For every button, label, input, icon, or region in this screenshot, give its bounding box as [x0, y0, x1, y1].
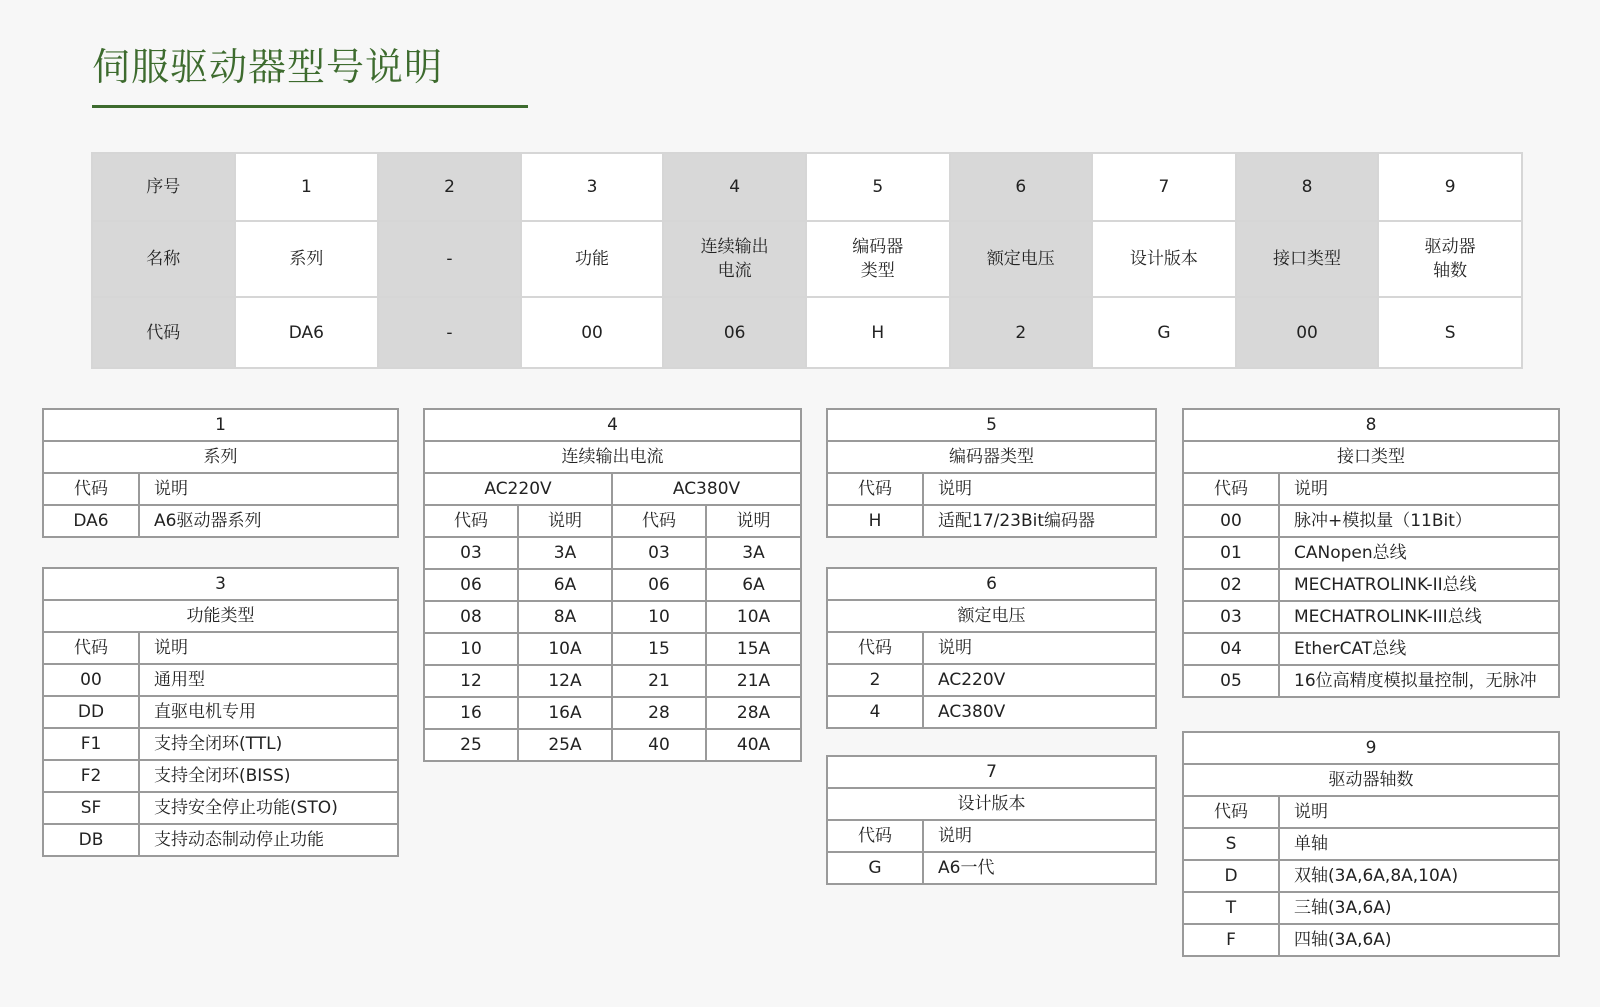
- code-cell: 01: [1183, 537, 1279, 569]
- desc-cell: 16位高精度模拟量控制，无脉冲: [1279, 665, 1559, 697]
- desc-cell: 适配17/23Bit编码器: [923, 505, 1156, 537]
- desc-cell: 40A: [706, 729, 801, 761]
- row-label: 代码: [92, 297, 235, 368]
- desc-cell: 三轴(3A,6A): [1279, 892, 1559, 924]
- design-version-table: [826, 755, 1157, 885]
- name-cell: 连续输出 电流: [663, 221, 806, 297]
- desc-header: 说明: [139, 632, 398, 664]
- code-header: 代码: [827, 820, 923, 852]
- desc-cell: 6A: [518, 569, 612, 601]
- desc-cell: AC220V: [923, 664, 1156, 696]
- desc-cell: 双轴(3A,6A,8A,10A): [1279, 860, 1559, 892]
- code-cell: S: [1183, 828, 1279, 860]
- code-cell: 12: [424, 665, 518, 697]
- code-cell: 02: [1183, 569, 1279, 601]
- desc-cell: 8A: [518, 601, 612, 633]
- code-cell: 21: [612, 665, 706, 697]
- code-cell: 28: [612, 697, 706, 729]
- name-cell: 额定电压: [950, 221, 1093, 297]
- table-row: [1183, 505, 1559, 537]
- table-row: [1183, 892, 1559, 924]
- desc-cell: 支持安全停止功能(STO): [139, 792, 398, 824]
- row-label: 名称: [92, 221, 235, 297]
- table-row: [43, 792, 398, 824]
- model-overview-table: [91, 152, 1523, 369]
- function-type-table: [42, 567, 399, 857]
- desc-cell: 28A: [706, 697, 801, 729]
- group-header-ac380v: AC380V: [612, 473, 801, 505]
- code-cell: -: [378, 297, 521, 368]
- code-header: 代码: [424, 505, 518, 537]
- index-cell: 2: [378, 153, 521, 221]
- name-cell: 功能: [521, 221, 664, 297]
- desc-cell: 支持全闭环(TTL): [139, 728, 398, 760]
- code-cell: DD: [43, 696, 139, 728]
- axis-count-table: [1182, 731, 1560, 957]
- code-header: 代码: [1183, 796, 1279, 828]
- code-cell: DB: [43, 824, 139, 856]
- code-cell: 05: [1183, 665, 1279, 697]
- table-title: 接口类型: [1183, 441, 1559, 473]
- table-row: [424, 569, 801, 601]
- code-cell: 2: [827, 664, 923, 696]
- desc-cell: 10A: [706, 601, 801, 633]
- code-cell: 03: [424, 537, 518, 569]
- desc-cell: 15A: [706, 633, 801, 665]
- table-row: [43, 760, 398, 792]
- table-row: [1183, 924, 1559, 956]
- name-cell: 编码器 类型: [806, 221, 950, 297]
- series-table: [42, 408, 399, 538]
- code-cell: 00: [1236, 297, 1379, 368]
- name-cell: 设计版本: [1092, 221, 1236, 297]
- interface-type-table: [1182, 408, 1560, 698]
- code-cell: 00: [1183, 505, 1279, 537]
- index-row: [92, 153, 1522, 221]
- name-cell: 驱动器 轴数: [1378, 221, 1522, 297]
- code-cell: D: [1183, 860, 1279, 892]
- desc-cell: 12A: [518, 665, 612, 697]
- table-title: 系列: [43, 441, 398, 473]
- desc-cell: 16A: [518, 697, 612, 729]
- name-cell: 接口类型: [1236, 221, 1379, 297]
- table-row: [43, 728, 398, 760]
- desc-cell: 四轴(3A,6A): [1279, 924, 1559, 956]
- group-header-ac220v: AC220V: [424, 473, 612, 505]
- desc-cell: 单轴: [1279, 828, 1559, 860]
- table-number: 3: [43, 568, 398, 600]
- table-row: [43, 696, 398, 728]
- code-header: 代码: [827, 632, 923, 664]
- code-cell: SF: [43, 792, 139, 824]
- code-cell: 10: [424, 633, 518, 665]
- desc-cell: 通用型: [139, 664, 398, 696]
- desc-header: 说明: [1279, 796, 1559, 828]
- table-row: [827, 505, 1156, 537]
- code-cell: 08: [424, 601, 518, 633]
- table-title: 编码器类型: [827, 441, 1156, 473]
- code-cell: G: [827, 852, 923, 884]
- table-title: 功能类型: [43, 600, 398, 632]
- code-cell: 06: [612, 569, 706, 601]
- table-row: [424, 665, 801, 697]
- desc-header: 说明: [518, 505, 612, 537]
- table-title: 设计版本: [827, 788, 1156, 820]
- code-cell: DA6: [43, 505, 139, 537]
- code-cell: 04: [1183, 633, 1279, 665]
- code-header: 代码: [43, 632, 139, 664]
- code-cell: 4: [827, 696, 923, 728]
- name-cell: 系列: [235, 221, 379, 297]
- table-row: [1183, 828, 1559, 860]
- desc-cell: MECHATROLINK-III总线: [1279, 601, 1559, 633]
- table-title: 额定电压: [827, 600, 1156, 632]
- code-cell: H: [827, 505, 923, 537]
- table-number: 1: [43, 409, 398, 441]
- code-cell: 00: [521, 297, 664, 368]
- table-row: [827, 852, 1156, 884]
- table-row: [1183, 569, 1559, 601]
- index-cell: 8: [1236, 153, 1379, 221]
- code-cell: F2: [43, 760, 139, 792]
- encoder-type-table: [826, 408, 1157, 538]
- desc-cell: 直驱电机专用: [139, 696, 398, 728]
- name-cell: -: [378, 221, 521, 297]
- table-row: [424, 601, 801, 633]
- desc-header: 说明: [139, 473, 398, 505]
- code-cell: 06: [663, 297, 806, 368]
- table-row: [1183, 860, 1559, 892]
- index-cell: 3: [521, 153, 664, 221]
- name-row: [92, 221, 1522, 297]
- desc-header: 说明: [923, 820, 1156, 852]
- desc-header: 说明: [923, 632, 1156, 664]
- index-cell: 7: [1092, 153, 1236, 221]
- code-cell: 2: [950, 297, 1093, 368]
- table-number: 7: [827, 756, 1156, 788]
- desc-header: 说明: [706, 505, 801, 537]
- table-row: [1183, 665, 1559, 697]
- table-row: [424, 633, 801, 665]
- table-row: [424, 537, 801, 569]
- index-cell: 4: [663, 153, 806, 221]
- table-row: [43, 505, 398, 537]
- desc-cell: AC380V: [923, 696, 1156, 728]
- desc-cell: A6驱动器系列: [139, 505, 398, 537]
- code-cell: H: [806, 297, 950, 368]
- desc-cell: 支持动态制动停止功能: [139, 824, 398, 856]
- desc-cell: 脉冲+模拟量（11Bit）: [1279, 505, 1559, 537]
- desc-cell: CANopen总线: [1279, 537, 1559, 569]
- table-row: [827, 696, 1156, 728]
- desc-cell: MECHATROLINK-II总线: [1279, 569, 1559, 601]
- code-cell: S: [1378, 297, 1522, 368]
- index-cell: 1: [235, 153, 379, 221]
- code-cell: 40: [612, 729, 706, 761]
- code-cell: 06: [424, 569, 518, 601]
- code-cell: F: [1183, 924, 1279, 956]
- desc-cell: 支持全闭环(BISS): [139, 760, 398, 792]
- code-cell: T: [1183, 892, 1279, 924]
- code-cell: 16: [424, 697, 518, 729]
- table-title: 驱动器轴数: [1183, 764, 1559, 796]
- rated-voltage-table: [826, 567, 1157, 729]
- table-number: 9: [1183, 732, 1559, 764]
- table-number: 4: [424, 409, 801, 441]
- row-label: 序号: [92, 153, 235, 221]
- code-cell: 10: [612, 601, 706, 633]
- code-header: 代码: [827, 473, 923, 505]
- desc-cell: 6A: [706, 569, 801, 601]
- code-cell: 03: [612, 537, 706, 569]
- desc-cell: A6一代: [923, 852, 1156, 884]
- table-row: [1183, 633, 1559, 665]
- desc-cell: 10A: [518, 633, 612, 665]
- table-row: [424, 697, 801, 729]
- code-cell: F1: [43, 728, 139, 760]
- index-cell: 9: [1378, 153, 1522, 221]
- code-cell: 03: [1183, 601, 1279, 633]
- page-title: 伺服驱动器型号说明: [92, 45, 444, 89]
- code-header: 代码: [43, 473, 139, 505]
- table-number: 5: [827, 409, 1156, 441]
- code-cell: G: [1092, 297, 1236, 368]
- table-title: 连续输出电流: [424, 441, 801, 473]
- desc-cell: EtherCAT总线: [1279, 633, 1559, 665]
- table-row: [424, 729, 801, 761]
- output-current-table: [423, 408, 802, 762]
- table-row: [43, 664, 398, 696]
- code-row: [92, 297, 1522, 368]
- index-cell: 6: [950, 153, 1093, 221]
- table-row: [43, 824, 398, 856]
- table-row: [1183, 601, 1559, 633]
- desc-cell: 3A: [518, 537, 612, 569]
- code-cell: DA6: [235, 297, 379, 368]
- desc-header: 说明: [1279, 473, 1559, 505]
- table-number: 6: [827, 568, 1156, 600]
- table-row: [1183, 537, 1559, 569]
- title-underline: [92, 105, 528, 108]
- table-row: [827, 664, 1156, 696]
- desc-cell: 3A: [706, 537, 801, 569]
- code-header: 代码: [612, 505, 706, 537]
- code-header: 代码: [1183, 473, 1279, 505]
- desc-cell: 21A: [706, 665, 801, 697]
- table-number: 8: [1183, 409, 1559, 441]
- index-cell: 5: [806, 153, 950, 221]
- code-cell: 00: [43, 664, 139, 696]
- code-cell: 25: [424, 729, 518, 761]
- code-cell: 15: [612, 633, 706, 665]
- desc-header: 说明: [923, 473, 1156, 505]
- desc-cell: 25A: [518, 729, 612, 761]
